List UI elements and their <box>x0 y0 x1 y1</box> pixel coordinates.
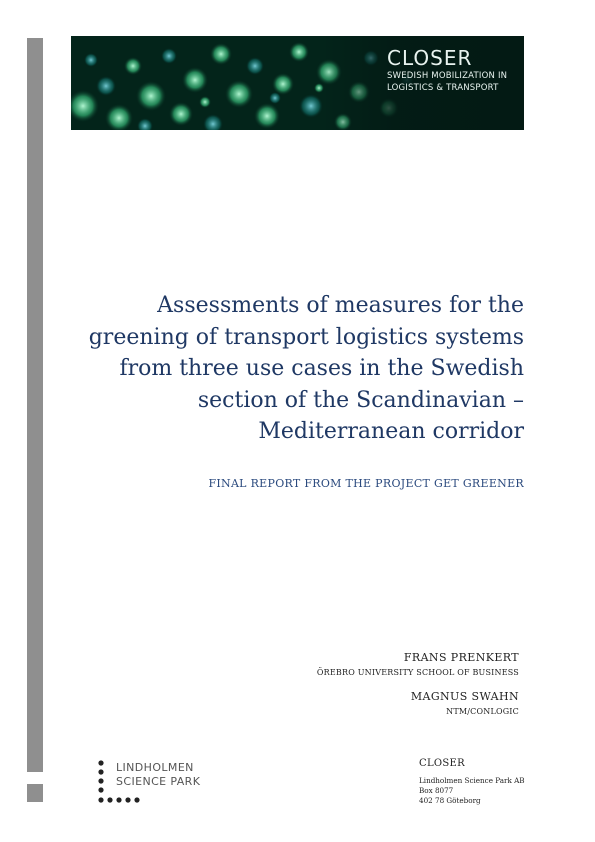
title-line: Mediterranean corridor <box>258 419 524 444</box>
title-line: Assessments of measures for the <box>157 293 524 318</box>
title-line: from three use cases in the Swedish <box>119 356 524 381</box>
contact-line: 402 78 Göteborg <box>419 796 481 805</box>
report-title <box>64 290 524 448</box>
banner-subtitle-line-1: SWEDISH MOBILIZATION IN <box>387 71 508 81</box>
title-line: section of the Scandinavian – <box>197 387 524 413</box>
contact-title: CLOSER <box>419 758 465 769</box>
logo-line-2: SCIENCE PARK <box>116 775 201 788</box>
banner-subtitle-line-2: LOGISTICS & TRANSPORT <box>387 83 499 93</box>
author-affiliation: NTM/CONLOGIC <box>446 707 519 716</box>
side-bar-decoration <box>27 38 43 772</box>
side-square-decoration <box>27 784 43 802</box>
banner-text <box>387 46 507 94</box>
title-line: greening of transport logistics systems <box>88 324 524 350</box>
author-name: FRANS PRENKERT <box>403 651 519 664</box>
logo-line-1: LINDHOLMEN <box>116 761 194 774</box>
report-subtitle: FINAL REPORT FROM THE PROJECT GET GREENER <box>208 477 524 490</box>
logo-text <box>116 761 200 789</box>
closer-banner <box>71 36 524 130</box>
author-affiliation: ÖREBRO UNIVERSITY SCHOOL OF BUSINESS <box>316 668 519 677</box>
banner-title: CLOSER <box>387 46 473 70</box>
contact-line: Box 8077 <box>419 786 454 795</box>
contact-line: Lindholmen Science Park AB <box>419 776 525 785</box>
lindholmen-science-park-logo <box>98 760 218 806</box>
author-name: MAGNUS SWAHN <box>410 690 519 703</box>
contact-block <box>419 758 525 806</box>
